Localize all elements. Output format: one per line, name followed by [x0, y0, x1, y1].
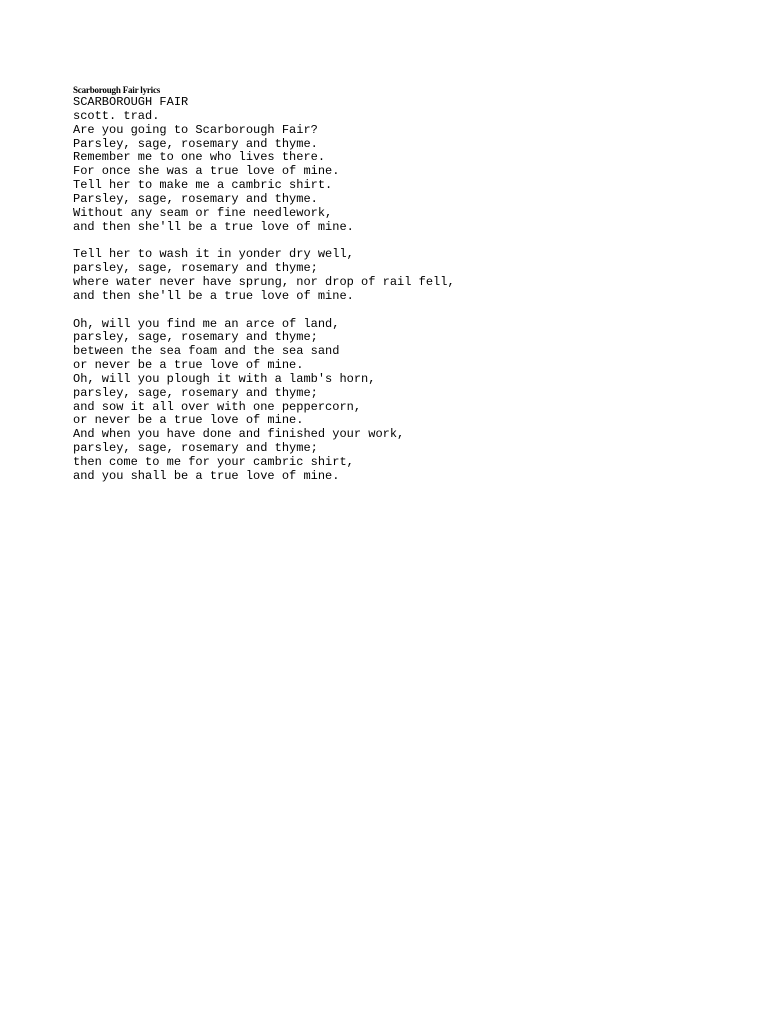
lyric-line: Are you going to Scarborough Fair? [73, 122, 318, 137]
lyric-line: Oh, will you find me an arce of land, [73, 316, 340, 331]
lyric-line: then come to me for your cambric shirt, [73, 454, 354, 469]
lyric-line: Remember me to one who lives there. [73, 150, 326, 165]
song-title: SCARBOROUGH FAIR [73, 95, 189, 109]
song-credit: scott. trad. [73, 108, 160, 123]
lyric-line: and you shall be a true love of mine. [73, 468, 340, 483]
lyrics-body [73, 96, 753, 484]
lyric-line: Parsley, sage, rosemary and thyme. [73, 191, 318, 206]
lyric-line: Tell her to wash it in yonder dry well, [73, 247, 354, 262]
lyric-line: parsley, sage, rosemary and thyme; [73, 385, 318, 400]
lyric-line: and then she'll be a true love of mine. [73, 288, 354, 303]
lyric-line: and sow it all over with one peppercorn, [73, 399, 362, 414]
lyric-line: Tell her to make me a cambric shirt. [73, 178, 333, 193]
lyric-line: where water never have sprung, nor drop of rail fell, [73, 274, 455, 289]
stanza-break [73, 234, 753, 248]
lyric-line: parsley, sage, rosemary and thyme; [73, 441, 318, 456]
stanza [73, 124, 753, 235]
stanza-break [73, 304, 753, 318]
document-heading: Scarborough Fair lyrics [73, 85, 161, 95]
lyric-line: For once she was a true love of mine. [73, 164, 340, 179]
lyric-line: or never be a true love of mine. [73, 358, 304, 373]
document-page [73, 84, 753, 484]
lyric-line: parsley, sage, rosemary and thyme; [73, 261, 318, 276]
lyric-line: between the sea foam and the sea sand [73, 344, 340, 359]
lyric-line: Oh, will you plough it with a lamb's horn, [73, 371, 376, 386]
lyric-line: or never be a true love of mine. [73, 413, 304, 428]
stanza [73, 248, 753, 303]
stanza [73, 318, 753, 484]
lyric-line: And when you have done and finished your work, [73, 427, 405, 442]
lyric-line: Without any seam or fine needlework, [73, 205, 333, 220]
lyric-line: Parsley, sage, rosemary and thyme. [73, 136, 318, 151]
lyric-line: and then she'll be a true love of mine. [73, 219, 354, 234]
lyric-line: parsley, sage, rosemary and thyme; [73, 330, 318, 345]
